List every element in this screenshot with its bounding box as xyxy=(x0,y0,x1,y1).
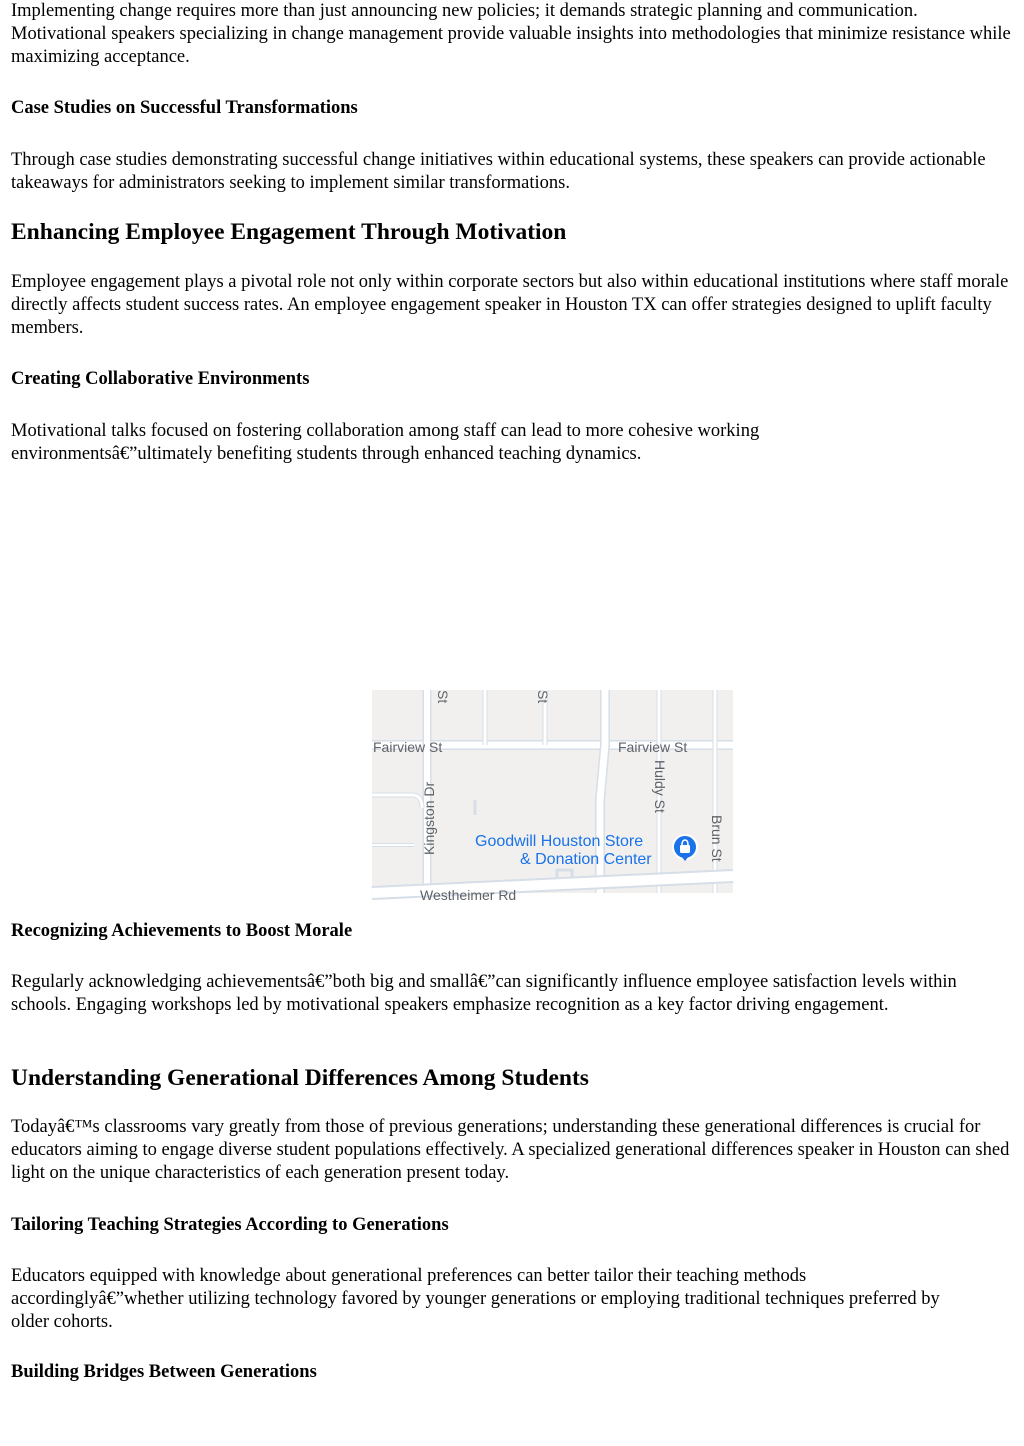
heading-tailoring: Tailoring Teaching Strategies According to Generations xyxy=(11,1215,449,1235)
paragraph-engagement: Employee engagement plays a pivotal role not only within corporate sectors but also within educational institutions where staff morale directly affects student success rates. An employee engagement speaker in Houston TX can offer strategies designed to uplift faculty members. xyxy=(11,272,1009,338)
map-label-fairview-left: Fairview St xyxy=(373,739,443,755)
paragraph-case-studies: Through case studies demonstrating successful change initiatives within educational systems, these speakers can provide actionable takeaways for administrators seeking to implement similar transformations. xyxy=(11,150,986,193)
map-label-top-mid-street: St xyxy=(535,690,551,704)
paragraph-collaborative: Motivational talks focused on fostering collaboration among staff can lead to more cohesive working environmentsâ€”ultimately benefiting students through enhanced teaching dynamics. xyxy=(11,421,760,464)
map-label-top-left-street: St xyxy=(435,690,451,704)
map-label-brun: Brun St xyxy=(709,815,725,862)
heading-collaborative: Creating Collaborative Environments xyxy=(11,369,310,389)
heading-generational: Understanding Generational Differences Among Students xyxy=(11,1065,589,1091)
shopping-bag-pin-icon[interactable] xyxy=(673,835,697,861)
map-label-bottom-road: Westheimer Rd xyxy=(420,887,517,903)
paragraph-generational: Todayâ€™s classrooms vary greatly from those of previous generations; understanding these generational differences is crucial for educators aiming to engage diverse student populations effectively. A specialized generational differences speaker in Houston can shed light on the unique characteristics of each generation present today. xyxy=(11,1117,1010,1183)
paragraph-tailoring: Educators equipped with knowledge about generational preferences can better tailor their teaching methods accordinglyâ€”whether utilizing technology favored by younger generations or employing traditional techniques preferred by older cohorts. xyxy=(11,1266,940,1332)
paragraph-recognizing: Regularly acknowledging achievementsâ€”both big and smallâ€”can significantly influence employee satisfaction levels within schools. Engaging workshops led by motivational speakers emphasize recognition as a key factor driving engagement. xyxy=(11,972,957,1015)
map-label-huldy: Huldy St xyxy=(652,760,668,813)
heading-case-studies: Case Studies on Successful Transformations xyxy=(11,98,358,118)
heading-recognizing: Recognizing Achievements to Boost Morale xyxy=(11,921,353,941)
map-image[interactable] xyxy=(372,690,733,903)
paragraph-intro: Implementing change requires more than just announcing new policies; it demands strategic planning and communication. Motivational speakers specializing in change management provide valuable insights into methodologies that minimize resistance while maximizing acceptance. xyxy=(11,1,1011,67)
map-label-kingston: Kingston Dr xyxy=(421,781,437,855)
place-name-line1: Goodwill Houston Store xyxy=(475,833,644,850)
map-label-fairview-right: Fairview St xyxy=(618,739,688,755)
heading-bridges: Building Bridges Between Generations xyxy=(11,1362,317,1382)
heading-engagement: Enhancing Employee Engagement Through Motivation xyxy=(11,219,567,245)
place-name-line2: & Donation Center xyxy=(520,851,652,868)
